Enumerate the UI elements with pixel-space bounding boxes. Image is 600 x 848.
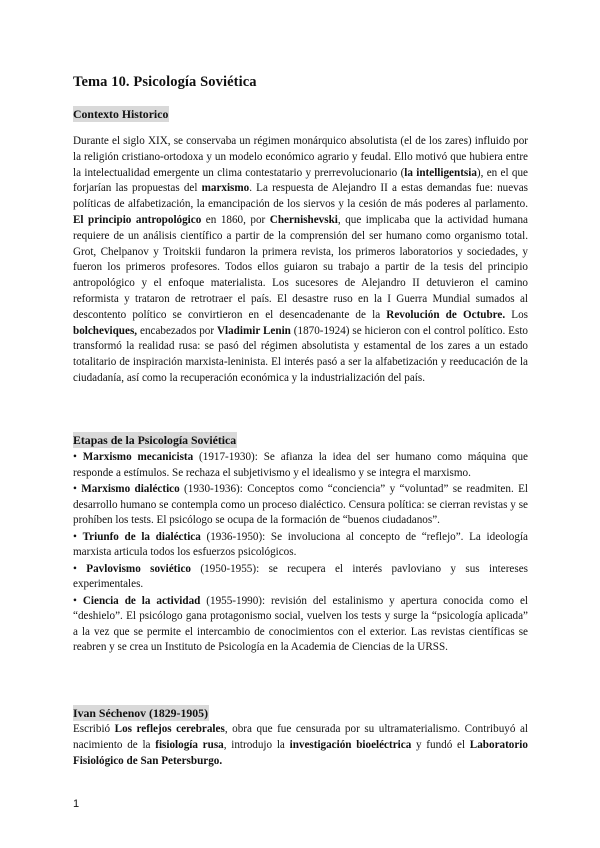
text-run: , obra que fue censurada por su ultramaterialismo. Contribuyó al nacimiento de la [73, 723, 529, 751]
section-heading-context-text: Contexto Historico [73, 107, 169, 121]
bold-text-run: El principio antropológico [73, 213, 202, 226]
text-run: Durante el siglo XIX, se conservaba un régimen monárquico absolutista (el de los zares) influido por la religión cristiano-ortodoxa y un modelo económico agrario y feudal. Ello motivó que hubiera entre la intelectualidad emergente un clima contestatario y prerrevolucionario ( [73, 135, 528, 179]
bold-text-run: Los reflejos cerebrales [114, 723, 225, 735]
text-run: y fundó el [411, 738, 470, 751]
bold-text-run: Chernishevski [269, 213, 338, 226]
bold-text-run: Marxismo mecanicista [82, 451, 194, 463]
bold-text-run: Ciencia de la actividad [82, 594, 201, 607]
page-title: Tema 10. Psicología Soviética [73, 74, 257, 90]
list-item [73, 594, 528, 656]
text-run: (1917-1930): Se afianza la idea del ser humano como máquina que responde a estímulos. Se rechaza el subjetivismo y el idealismo y se integra el marxismo. [73, 451, 529, 479]
stages-list [73, 450, 528, 657]
text-run: (1955-1990): revisión del estalinismo y apertura conocida como el “deshielo”. El psicólogo gana protagonismo social, vuelven los tests y surge la “psicología aplicada” a la vez que se permite el intercambio de conocimientos con el exterior. Las revistas científicas se reabren y se crea un Instituto de Psicología en la Academia de Ciencias de la URSS. [73, 594, 528, 654]
text-run: en 1860, por [201, 213, 270, 226]
bold-text-run: la intelligentsia [404, 166, 477, 179]
bold-text-run: investigación bioeléctrica [289, 738, 412, 751]
text-run: (1950-1955): se recupera el interés pavloviano y sus intereses experimentales. [73, 562, 528, 591]
bold-text-run: bolcheviques, [73, 324, 138, 337]
section-heading-context [73, 107, 169, 121]
text-run: , que implicaba que la actividad humana requiere de un análisis científico a partir de la comprensión del ser humano como organismo total. Grot, Chelpanov y Troitskii fundaron la primera revista, los primeros laboratorios y sociedades, y fueron los primeros profesores. Todos ellos guiaron su trabajo a partir de la tesis del principio antropológico y el enfoque materialista. Los sucesores de Alejandro II detuvieron el camino reformista y trataron de retrotraer el país. El desastre ruso en la I Guerra Mundial sumados al descontento político se convirtieron en el desencadenante de la [73, 213, 528, 321]
section-heading-sechenov-text: Ivan Séchenov (1829-1905) [73, 706, 209, 720]
bold-text-run: Triunfo de la dialéctica [82, 530, 201, 543]
context-paragraph [73, 134, 528, 387]
text-run: • [73, 451, 83, 463]
sechenov-paragraph [73, 722, 528, 769]
list-item [73, 482, 528, 529]
text-run: Escribió [73, 723, 115, 735]
text-run: • [73, 562, 87, 575]
list-item [73, 530, 528, 561]
bold-text-run: Laboratorio Fisiológico de San Petersburgo. [73, 738, 528, 767]
bold-text-run: Vladimir Lenin [216, 324, 291, 337]
text-run: • [73, 530, 83, 543]
page-number: 1 [73, 798, 80, 810]
list-item [73, 450, 528, 481]
text-run: ), en el que forjarían las propuestas del [73, 166, 528, 195]
section-heading-stages-text: Etapas de la Psicología Soviética [73, 433, 237, 447]
text-run: . La respuesta de Alejandro II a estas demandas fue: nuevas políticas de alfabetización, la emancipación de los siervos y la cesión de más poderes al parlamento. [73, 182, 529, 211]
list-item [73, 562, 528, 593]
section-heading-sechenov [73, 706, 209, 720]
text-run: , introdujo la [223, 738, 290, 751]
section-heading-stages [73, 433, 237, 447]
text-run: (1870-1924) se hicieron con el control político. Esto transformó la realidad rusa: se pasó del régimen absolutista y estamental de los zares a un estado totalitario de inspiración marxista-leninista. El interés pasó a ser la alfabetización y reeducación de la ciudadanía, así como la recuperación económica y la industrialización del país. [73, 324, 528, 384]
text-run: • [73, 482, 82, 495]
bold-text-run: Marxismo dialéctico [81, 482, 180, 495]
bold-text-run: fisiología rusa [155, 738, 224, 751]
text-run: • [73, 594, 83, 607]
bold-text-run: Pavlovismo soviético [86, 562, 191, 575]
text-run: (1930-1936): Conceptos como “conciencia” y “voluntad” se readmiten. El desarrollo humano se contempla como un proceso dialéctico. Censura política: se cierran revistas y se prohíben los tests. El psicólogo se ocupa de la formación de “buenos ciudadanos”. [73, 482, 528, 527]
text-run: encabezados por [137, 324, 217, 337]
text-run: Los [505, 308, 528, 321]
text-run: (1936-1950): Se involuciona al concepto de “reflejo”. La ideología marxista articula todos los esfuerzos psicológicos. [73, 530, 528, 559]
bold-text-run: Revolución de Octubre. [386, 308, 506, 321]
bold-text-run: marxismo [201, 182, 250, 195]
